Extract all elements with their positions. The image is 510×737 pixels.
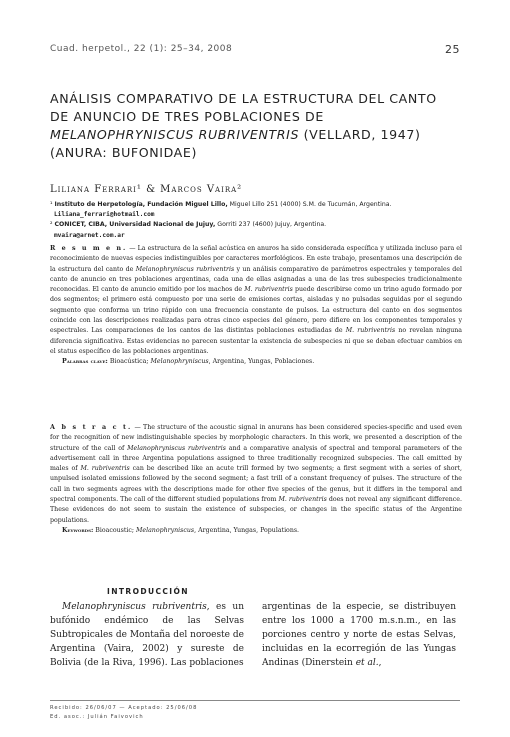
resumen-text: y un análisis comparativo de parámetros espectrales y temporales del canto de anuncio en tres poblaciones argentinas, cada una de ellas asignadas a una de las tres subespecies tradicionalmente reconocidas. El canto de anuncio emitido por los machos de: [50, 265, 462, 294]
affiliation-1: [50, 200, 460, 210]
abstract-text: does not reveal any significant difference. These evidences do not seem to sustain the existence of subspecies, or changes in the specific status of the Argentine populations.: [50, 496, 462, 524]
affiliation-marker: ¹: [50, 201, 53, 208]
citation-etal: et al.: [355, 658, 379, 668]
species-name: Melanophryniscus rubriventris: [135, 265, 235, 273]
affiliation-marker: ²: [50, 221, 53, 229]
keyword: , Argentina, Yungas, Poblaciones.: [208, 358, 315, 366]
page-number: 25: [445, 43, 460, 56]
keyword-genus: Melanophryniscus: [135, 526, 195, 534]
received-accepted-dates: Recibido: 26/06/07 — Aceptado: 25/06/08: [50, 705, 198, 711]
keywords-label: Keywords:: [62, 526, 94, 534]
footer: [50, 704, 460, 721]
intro-text: ,: [378, 658, 382, 668]
keyword: , Argentina, Yungas, Populations.: [194, 526, 300, 534]
species-name: Melanophryniscus rubriventris: [127, 444, 226, 452]
species-name: M. rubriventris: [244, 286, 293, 294]
abstract-heading: A b s t r a c t.: [50, 423, 133, 431]
intro-column-right: [262, 600, 456, 670]
author-list: Liliana Ferrari¹ & Marcos Vaira²: [50, 184, 243, 195]
title-line-1: ANÁLISIS COMPARATIVO DE LA ESTRUCTURA DEL CANTO: [50, 91, 437, 106]
resumen-keywords: [50, 357, 462, 367]
title-line-3: [50, 126, 470, 144]
affiliation-1-email-line: [50, 210, 460, 220]
abstract-keywords: [50, 526, 462, 536]
resumen-text: no revelan ninguna diferencia significativa. Estas evidencias no parecen sustentar la existencia de subespecies ni que se deban efectuar cambios en el status específico de las poblaciones argentinas.: [50, 327, 463, 355]
footer-divider: [50, 700, 460, 701]
affiliation-institution: Instituto de Herpetología, Fundación Miguel Lillo,: [54, 201, 228, 208]
journal-citation: Cuad. herpetol., 22 (1): 25–34, 2008: [50, 44, 233, 54]
species-name: Melanophryniscus rubriventris: [62, 602, 207, 612]
title-line-4: (ANURA: BUFONIDAE): [50, 145, 197, 160]
abstract-text: can be described like an acute trill formed by two segments; a first segment with a series of short, unpulsed isolated emissions followed by the second segment; a fast trill of a constant frequency of pulses. The structure of the call in two segments agrees with the descriptions made for other five species of the genus, but it differs in the temporal and spectral components. The call of the different studied populations from: [50, 465, 463, 504]
keyword: Bioacoustic;: [93, 526, 136, 534]
affiliation-address: Miguel Lillo 251 (4000) S.M. de Tucumán, Argentina.: [227, 201, 392, 208]
section-heading-introduccion: INTRODUCCIÓN: [107, 587, 189, 596]
keyword: Bioacústica;: [107, 358, 151, 366]
intro-column-left: [50, 600, 244, 670]
resumen-paragraph: [50, 243, 462, 368]
species-name: M. rubriventris: [80, 465, 130, 473]
resumen-text: puede describirse como un trino agudo formado por dos segmentos; el primero está compuesto por una serie de emisiones cortas, aisladas y no pulsadas seguidas por el segundo segmento que conforma un trino rápido con una frecuencia constante de pulsos. La estructura del canto en dos segmentos coincide con las descripciones realizadas para otras cinco especies del género, pero difiere en los componentes temporales y espectrales. Las comparaciones de los cantos de las distintas poblaciones estudiadas de: [50, 286, 462, 335]
abstract-text: and a comparative analysis of spectral and temporal parameters of the advertisement call in three Argentina populations assigned to three traditionally recognized subspecies. The call emitted by males of: [50, 444, 462, 473]
keyword-genus: Melanophryniscus: [150, 358, 209, 366]
resumen-text: — La estructura de la señal acústica en anuros ha sido considerada específica y utilizada incluso para el reconocimiento de nuevas especies indistinguibles por caracteres morfológicos. En este trabajo, presentamos una descripción de la estructura del canto de: [50, 245, 462, 273]
abstract-paragraph: [50, 422, 462, 536]
title-species: MELANOPHRYNISCUS RUBRIVENTRIS: [50, 127, 300, 142]
running-header: [50, 44, 460, 54]
intro-text: , es un bufónido endémico de las Selvas Subtropicales de Montaña del noroeste de Argentina (Vaira, 2002) y sureste de Bolivia (de la Riva, 1996). Las poblaciones: [50, 602, 245, 668]
affiliation-institution: CONICET, CIBA, Universidad Nacional de Jujuy,: [54, 221, 216, 229]
associate-editor: Ed. asoc.: Julián Faivovich: [50, 713, 144, 720]
title-authority: (VELLARD, 1947): [299, 127, 421, 142]
abstract-text: — The structure of the acoustic signal in anurans has been considered species-specific and used even for the recognition of new indistinguishable species by morphologic characters. In this work, we presented a description of the structure of the call of: [50, 424, 462, 452]
resumen-heading: R e s u m e n.: [50, 244, 128, 252]
intro-text: argentinas de la especie, se distribuyen entre los 1000 a 1700 m.s.n.m., en las porciones centro y norte de estas Selvas, incluidas en la ecorregión de las Yungas Andinas (Dinerstein: [262, 602, 456, 668]
affiliations: [50, 200, 460, 241]
affiliation-address: Gorriti 237 (4600) Jujuy, Argentina.: [215, 221, 327, 229]
email-link[interactable]: Liliana_ferrari@hotmail.com: [53, 211, 155, 219]
email-link[interactable]: mvaira@arnet.com.ar: [53, 231, 125, 239]
article-title: [50, 90, 470, 162]
species-name: M. rubriventris: [278, 496, 327, 504]
affiliation-2-email-line: [50, 231, 460, 241]
title-line-2: DE ANUNCIO DE TRES POBLACIONES DE: [50, 109, 324, 124]
affiliation-2: [50, 220, 460, 230]
species-name: M. rubriventris: [345, 327, 396, 335]
keywords-label: Palabras clave:: [62, 358, 108, 366]
